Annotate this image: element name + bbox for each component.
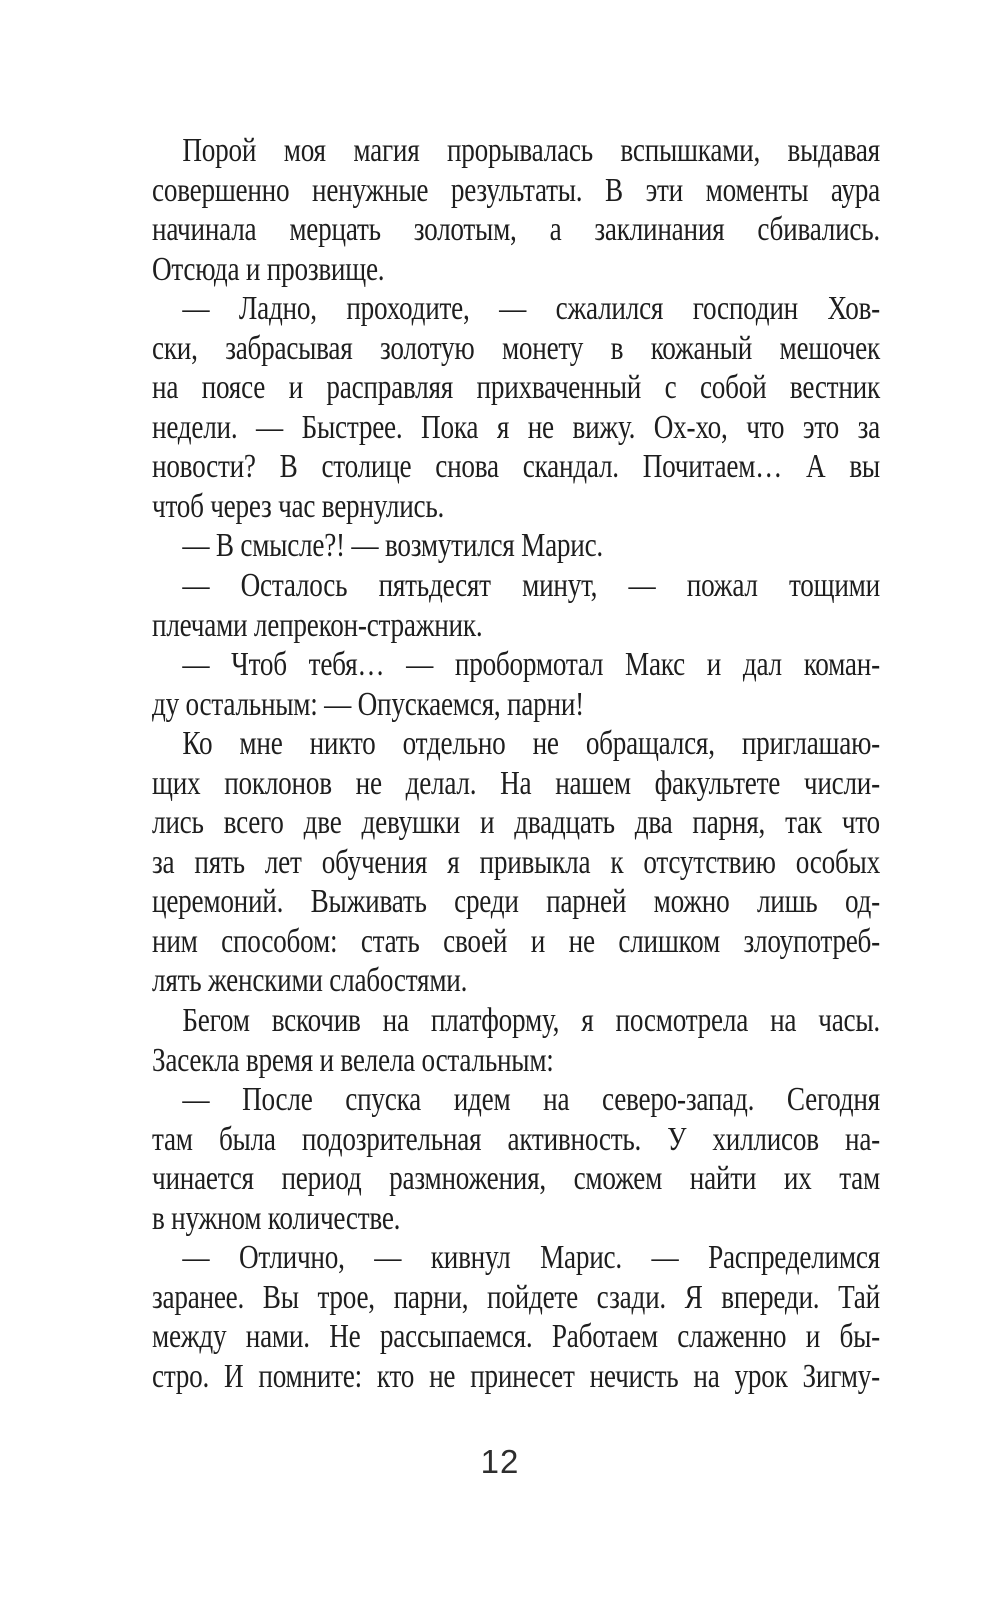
word: не bbox=[532, 725, 559, 763]
word: две bbox=[303, 804, 342, 842]
word: забрасывая bbox=[225, 329, 353, 367]
word: нечисть bbox=[589, 1357, 679, 1395]
word: я bbox=[581, 1002, 594, 1040]
word: — bbox=[182, 1239, 210, 1277]
word: Распределимся bbox=[708, 1239, 880, 1277]
word: тощими bbox=[789, 567, 880, 605]
word: никто bbox=[309, 725, 376, 763]
word: между bbox=[152, 1318, 227, 1356]
word: отсутствию bbox=[643, 843, 776, 881]
word: хиллисов bbox=[712, 1120, 819, 1158]
word: кто bbox=[376, 1357, 415, 1395]
word: мешочек bbox=[779, 329, 880, 367]
word: Ладно, bbox=[238, 290, 317, 328]
text-line bbox=[152, 803, 880, 843]
word: золотым, bbox=[413, 211, 517, 249]
word: приглашаю- bbox=[741, 725, 880, 763]
word: не bbox=[355, 764, 382, 802]
word: подозрительная bbox=[301, 1120, 482, 1158]
text-line bbox=[152, 368, 880, 408]
word: лишь bbox=[756, 883, 818, 921]
page-number-value: 12 bbox=[480, 1443, 520, 1480]
word: Сегодня bbox=[786, 1081, 880, 1119]
text-line bbox=[152, 645, 880, 685]
word: Ох-хо, bbox=[653, 408, 728, 446]
text-line bbox=[152, 1159, 880, 1199]
word: аура bbox=[830, 171, 880, 209]
text-line: лять женскими слабостями. bbox=[152, 962, 468, 1000]
word: минут, bbox=[522, 567, 598, 605]
text-line bbox=[152, 1120, 880, 1160]
word: мне bbox=[239, 725, 283, 763]
word: Зигму- bbox=[802, 1357, 880, 1395]
word: Порой bbox=[182, 132, 257, 169]
word: вестник bbox=[789, 369, 880, 407]
word: впереди. bbox=[721, 1278, 820, 1316]
text-line bbox=[152, 922, 880, 962]
word: числи- bbox=[803, 764, 880, 802]
word: дал bbox=[742, 646, 782, 684]
word: в bbox=[610, 329, 624, 367]
word: на bbox=[382, 1002, 409, 1040]
word: на bbox=[543, 1081, 570, 1119]
word: Тай bbox=[838, 1278, 880, 1316]
text-line: Отсюда и прозвище. bbox=[152, 250, 385, 288]
word: не bbox=[527, 408, 554, 446]
word: с bbox=[664, 369, 677, 407]
word: После bbox=[242, 1081, 313, 1119]
word: не bbox=[568, 922, 595, 960]
text-line bbox=[152, 131, 880, 171]
word: а bbox=[549, 211, 562, 249]
word: заклинания bbox=[594, 211, 725, 249]
word: А bbox=[806, 448, 826, 486]
word: недели. bbox=[152, 408, 238, 446]
word: я bbox=[496, 408, 510, 446]
word: пять bbox=[194, 843, 245, 881]
word: монету bbox=[501, 329, 584, 367]
word: так bbox=[785, 804, 822, 842]
text-line bbox=[152, 1357, 880, 1397]
word: была bbox=[218, 1120, 276, 1158]
text-line bbox=[152, 1317, 880, 1357]
word: пожал bbox=[686, 567, 758, 605]
text-line bbox=[152, 566, 880, 606]
word: Не bbox=[329, 1318, 361, 1356]
word: урок bbox=[734, 1357, 788, 1395]
word: — bbox=[651, 1239, 679, 1277]
word: Работаем bbox=[551, 1318, 658, 1356]
word: их bbox=[783, 1160, 812, 1198]
word: помните: bbox=[258, 1357, 362, 1395]
text-line: — В смысле?! — возмутился Марис. bbox=[182, 527, 603, 565]
word: расправляя bbox=[326, 369, 454, 407]
word: за bbox=[152, 843, 175, 881]
word: лет bbox=[264, 843, 302, 881]
word: — bbox=[628, 567, 656, 605]
word: сжалился bbox=[555, 290, 664, 328]
word: нашем bbox=[555, 764, 631, 802]
word: Быстрее. bbox=[301, 408, 403, 446]
word: стать bbox=[360, 922, 420, 960]
text-line bbox=[152, 289, 880, 329]
word: Осталось bbox=[240, 567, 348, 605]
word: коман- bbox=[803, 646, 880, 684]
text-line: плечами лепрекон-стражник. bbox=[152, 606, 483, 644]
text-line bbox=[152, 1238, 880, 1278]
word: чинается bbox=[152, 1160, 254, 1198]
text-line bbox=[152, 447, 880, 487]
word: идем bbox=[453, 1081, 511, 1119]
word: ски, bbox=[152, 329, 198, 367]
word: прихваченный bbox=[476, 369, 642, 407]
word: парней bbox=[546, 883, 627, 921]
word: своей bbox=[443, 922, 508, 960]
word: на bbox=[693, 1357, 720, 1395]
word: период bbox=[281, 1160, 362, 1198]
word: Бегом bbox=[182, 1002, 250, 1040]
word: кивнул bbox=[430, 1239, 511, 1277]
word: церемоний. bbox=[152, 883, 284, 921]
text-line: ду остальным: — Опускаемся, парни! bbox=[152, 685, 584, 723]
text-line bbox=[152, 329, 880, 369]
word: вскочив bbox=[271, 1002, 361, 1040]
word: поясе bbox=[201, 369, 266, 407]
word: золотую bbox=[380, 329, 475, 367]
text-line bbox=[152, 882, 880, 922]
word: снова bbox=[435, 448, 499, 486]
word: результаты. bbox=[450, 171, 583, 209]
word: часы. bbox=[818, 1002, 880, 1040]
text-line bbox=[152, 171, 880, 211]
word: Отлично, bbox=[238, 1239, 345, 1277]
word: и bbox=[530, 922, 546, 960]
word: что bbox=[746, 408, 785, 446]
text-line bbox=[152, 408, 880, 448]
word: — bbox=[374, 1239, 402, 1277]
word: я bbox=[447, 843, 460, 881]
word: посмотрела bbox=[615, 1002, 749, 1040]
word: трое, bbox=[317, 1278, 375, 1316]
word: пробормотал bbox=[454, 646, 604, 684]
word: столице bbox=[321, 448, 412, 486]
word: — bbox=[256, 408, 284, 446]
word: новости? bbox=[152, 448, 256, 486]
text-line: чтоб через час вернулись. bbox=[152, 487, 445, 525]
word: привыкла bbox=[479, 843, 591, 881]
word: — bbox=[182, 1081, 210, 1119]
word: — bbox=[182, 567, 210, 605]
word: проходите, bbox=[346, 290, 470, 328]
word: моменты bbox=[705, 171, 809, 209]
text-line: Засекла время и велела остальным: bbox=[152, 1041, 554, 1079]
word: рассыпаемся. bbox=[379, 1318, 533, 1356]
word: факультете bbox=[654, 764, 781, 802]
word: и bbox=[706, 646, 722, 684]
word: лись bbox=[152, 804, 204, 842]
text-line bbox=[152, 210, 880, 250]
word: У bbox=[667, 1120, 687, 1158]
word: не bbox=[429, 1357, 456, 1395]
word: там bbox=[839, 1160, 880, 1198]
word: и bbox=[805, 1318, 821, 1356]
word: парня, bbox=[692, 804, 766, 842]
word: слишком bbox=[618, 922, 720, 960]
word: кожаный bbox=[650, 329, 753, 367]
word: обучения bbox=[321, 843, 428, 881]
word: стро. bbox=[152, 1357, 210, 1395]
text-line bbox=[152, 1080, 880, 1120]
word: делал. bbox=[405, 764, 477, 802]
word: И bbox=[224, 1357, 244, 1395]
word: вы bbox=[849, 448, 880, 486]
word: пятьдесят bbox=[378, 567, 491, 605]
word: двадцать bbox=[514, 804, 615, 842]
word: — bbox=[182, 290, 210, 328]
text-line bbox=[152, 724, 880, 764]
word: это bbox=[802, 408, 839, 446]
text-line bbox=[152, 764, 880, 804]
word: совершенно bbox=[152, 171, 290, 209]
word: — bbox=[182, 646, 210, 684]
word: нами. bbox=[245, 1318, 310, 1356]
word: Макс bbox=[625, 646, 685, 684]
word: там bbox=[152, 1120, 193, 1158]
word: мерцать bbox=[289, 211, 381, 249]
word: злоупотреб- bbox=[743, 922, 880, 960]
word: что bbox=[841, 804, 880, 842]
text-line bbox=[152, 1001, 880, 1041]
word: сможем bbox=[573, 1160, 663, 1198]
text-line bbox=[152, 843, 880, 883]
word: На bbox=[500, 764, 532, 802]
word: господин bbox=[692, 290, 798, 328]
word: Хов- bbox=[827, 290, 880, 328]
word: можно bbox=[653, 883, 730, 921]
word: поклонов bbox=[224, 764, 332, 802]
word: северо-запад. bbox=[602, 1081, 755, 1119]
word: принесет bbox=[470, 1357, 575, 1395]
word: магия bbox=[353, 132, 420, 169]
word: и bbox=[479, 804, 495, 842]
word: отдельно bbox=[402, 725, 506, 763]
word: сбивались. bbox=[757, 211, 880, 249]
word: Вы bbox=[262, 1278, 299, 1316]
word: эти bbox=[645, 171, 683, 209]
word: парни, bbox=[393, 1278, 469, 1316]
word: Почитаем… bbox=[642, 448, 783, 486]
text-line: в нужном количестве. bbox=[152, 1199, 401, 1237]
word: Ко bbox=[182, 725, 213, 763]
word: платформу, bbox=[430, 1002, 560, 1040]
word: особых bbox=[795, 843, 880, 881]
word: од- bbox=[844, 883, 880, 921]
word: — bbox=[499, 290, 527, 328]
word: — bbox=[406, 646, 434, 684]
word: девушки bbox=[361, 804, 460, 842]
word: два bbox=[634, 804, 673, 842]
text-line bbox=[152, 1278, 880, 1318]
word: всего bbox=[223, 804, 284, 842]
word: бы- bbox=[839, 1318, 880, 1356]
word: Марис. bbox=[540, 1239, 622, 1277]
word: Выживать bbox=[310, 883, 427, 921]
word: выдавая bbox=[787, 132, 880, 169]
word: щих bbox=[152, 764, 201, 802]
word: тебя… bbox=[308, 646, 385, 684]
word: ним bbox=[152, 922, 198, 960]
word: размножения, bbox=[389, 1160, 546, 1198]
word: активность. bbox=[507, 1120, 642, 1158]
page-number bbox=[0, 1442, 1000, 1482]
word: Пока bbox=[421, 408, 479, 446]
word: Я bbox=[684, 1278, 703, 1316]
word: скандал. bbox=[522, 448, 619, 486]
word: обращался, bbox=[585, 725, 715, 763]
word: вижу. bbox=[572, 408, 636, 446]
word: к bbox=[610, 843, 624, 881]
word: пойдете bbox=[487, 1278, 578, 1316]
word: В bbox=[279, 448, 298, 486]
word: собой bbox=[699, 369, 767, 407]
word: спуска bbox=[345, 1081, 421, 1119]
word: прорывалась bbox=[446, 132, 593, 169]
word: моя bbox=[283, 132, 326, 169]
word: найти bbox=[689, 1160, 757, 1198]
word: В bbox=[605, 171, 623, 209]
word: и bbox=[288, 369, 303, 407]
word: заранее. bbox=[152, 1278, 245, 1316]
word: за bbox=[857, 408, 880, 446]
word: вспышками, bbox=[620, 132, 761, 169]
word: среди bbox=[454, 883, 519, 921]
word: на- bbox=[845, 1120, 880, 1158]
word: слаженно bbox=[677, 1318, 787, 1356]
text-block bbox=[152, 131, 880, 1397]
word: способом: bbox=[221, 922, 338, 960]
word: начинала bbox=[152, 211, 257, 249]
word: на bbox=[770, 1002, 797, 1040]
word: ненужные bbox=[312, 171, 429, 209]
word: Чтоб bbox=[231, 646, 287, 684]
word: сзади. bbox=[596, 1278, 666, 1316]
word: на bbox=[152, 369, 179, 407]
